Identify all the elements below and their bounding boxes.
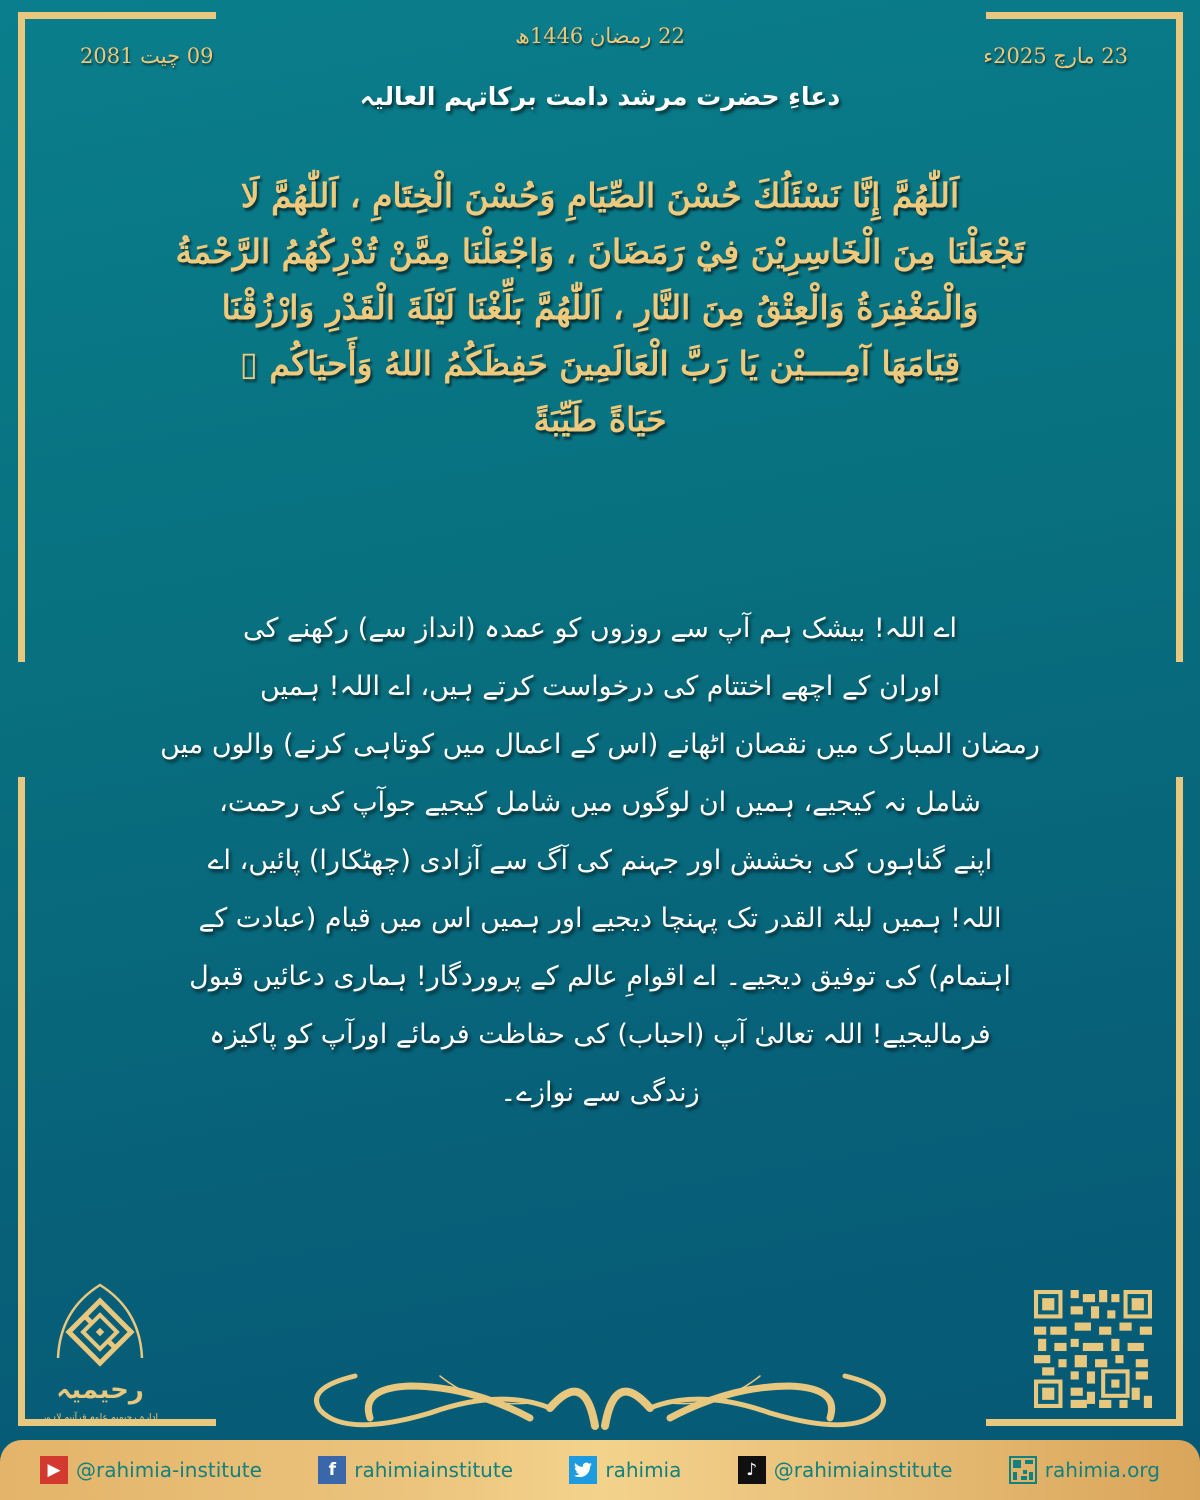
social-facebook[interactable]	[318, 1456, 513, 1484]
date-bikrami: 09 چیت 2081	[80, 44, 214, 68]
decorative-flourish	[300, 1368, 900, 1434]
facebook-handle[interactable]: rahimiainstitute	[354, 1458, 514, 1482]
frame-top-left	[18, 12, 216, 19]
website-grid-icon	[1013, 1460, 1033, 1480]
dua-arabic-line: حَيَاةً طَيِّبَةً	[533, 400, 667, 439]
date-gregorian: 23 مارچ 2025ء	[983, 44, 1128, 68]
logo-name: رحیمیہ	[56, 1375, 144, 1405]
social-footer	[0, 1440, 1200, 1500]
frame-right-lower	[1176, 777, 1183, 1426]
translation-line: اوران کے اچھے اختتام کی درخواست کرتے ہیں، اے اللہ! ہمیں	[259, 671, 941, 702]
rahimia-logo	[40, 1280, 160, 1430]
translation-line: رمضان المبارک میں نقصان اٹھانے (اس کے اعمال میں کوتاہی کرنے) والوں میں	[160, 729, 1040, 760]
page-title: دعاءِ حضرت مرشد دامت برکاتہم العالیہ	[359, 82, 841, 111]
tiktok-handle[interactable]: @rahimiainstitute	[773, 1458, 953, 1482]
twitter-icon	[569, 1456, 597, 1484]
qr-code[interactable]	[1034, 1290, 1152, 1408]
dua-arabic-line: وَالْمَغْفِرَةُ وَالْعِتْقُ مِنَ النَّارِ ، اَللّٰهُمَّ بَلِّغْنَا لَيْلَةَ الْقَدْرِ وَارْزُقْنَا	[221, 288, 979, 327]
translation-line: اے اللہ! بیشک ہم آپ سے روزوں کو عمدہ (انداز سے) رکھنے کی	[242, 613, 958, 644]
dome-emblem-icon	[40, 1280, 160, 1430]
website-icon	[1009, 1456, 1037, 1484]
social-website[interactable]	[1009, 1456, 1160, 1484]
logo-subtitle: ادارہ رحیمیہ علوم قرآنیہ لاہور	[41, 1413, 159, 1423]
social-twitter[interactable]	[569, 1456, 681, 1484]
dua-arabic-line: قِيَامَهَا آمِــــيْن يَا رَبَّ الْعَالَمِينَ حَفِظَكُمُ اللهُ وَأَحيَاكُم ▯	[239, 344, 961, 383]
website-url[interactable]: rahimia.org	[1044, 1458, 1160, 1482]
frame-bottom-right	[986, 1419, 1183, 1426]
qr-code-icon	[1034, 1290, 1152, 1408]
translation-line: فرمالیجیے! اللہ تعالیٰ آپ (احباب) کی حفاظت فرمائے اورآپ کو پاکیزہ	[209, 1019, 991, 1050]
dua-arabic-line: تَجْعَلْنَا مِنَ الْخَاسِرِيْنَ فِيْ رَمَضَانَ ، وَاجْعَلْنَا مِمَّنْ تُدْرِكُهُمُ الرَّحْمَةُ	[175, 232, 1025, 271]
social-youtube[interactable]	[40, 1456, 262, 1484]
date-hijri: 22 رمضان 1446ھ	[515, 24, 685, 48]
dua-arabic-line: اَللّٰهُمَّ إِنَّا نَسْئَلُكَ حُسْنَ الصِّيَامِ وَحُسْنَ الْخِتَامِ ، اَللّٰهُمَّ لَا	[240, 176, 960, 215]
facebook-icon: f	[318, 1456, 346, 1484]
dua-arabic	[120, 168, 1080, 448]
social-tiktok[interactable]	[738, 1456, 953, 1484]
translation-line: اہتمام) کی توفیق دیجیے۔ اے اقوامِ عالم کے پروردگار! ہماری دعائیں قبول	[189, 961, 1011, 992]
translation-line: شامل نہ کیجیے، ہمیں ان لوگوں میں شامل کیجیے جوآپ کی رحمت،	[219, 787, 981, 818]
youtube-icon: ▶	[40, 1456, 68, 1484]
translation-line: اپنے گناہوں کی بخشش اور جہنم کی آگ سے آزادی (چھٹکارا) پائیں، اے	[207, 845, 993, 876]
twitter-bird-icon	[574, 1462, 592, 1478]
frame-left-lower	[18, 777, 25, 1426]
flourish-ornament-icon	[300, 1368, 900, 1434]
frame-top-right	[986, 12, 1183, 19]
youtube-handle[interactable]: @rahimia-institute	[76, 1458, 262, 1482]
translation-line: زندگی سے نوازے۔	[500, 1077, 700, 1108]
twitter-handle[interactable]: rahimia	[605, 1458, 682, 1482]
tiktok-icon: ♪	[738, 1456, 766, 1484]
translation-line: اللہ! ہمیں لیلۃ القدر تک پہنچا دیجیے اور ہمیں اس میں قیام (عبادت کے	[198, 903, 1002, 934]
translation-urdu	[100, 600, 1100, 1122]
